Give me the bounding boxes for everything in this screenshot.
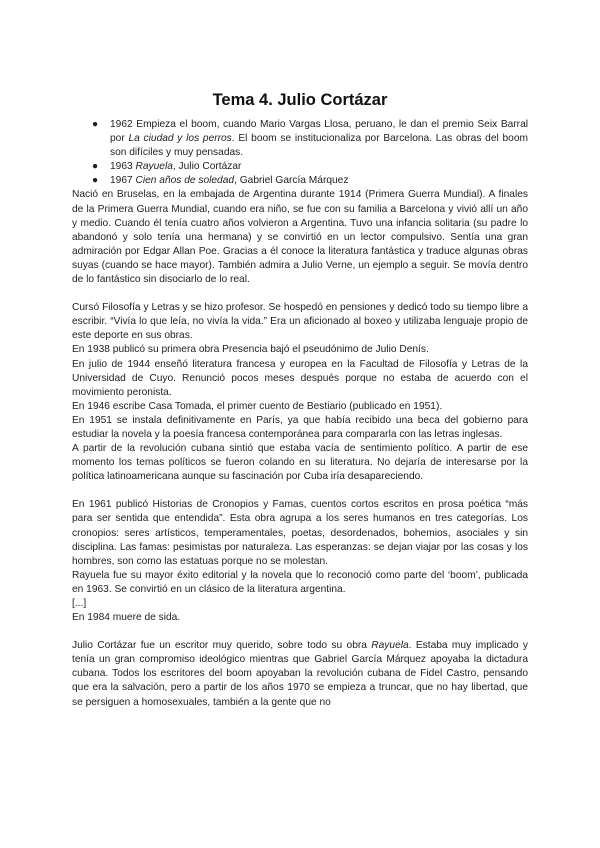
paragraph-biography: Nació en Bruselas, en la embajada de Argentina durante 1914 (Primera Guerra Mundial). A finales de la Primera Guerra Mundial, cuando era niño, se fue con su familia a Barcelona y vivió allí un año y medio. Cuando él tenía cuatro años volvieron a Argentina. Tuvo una infancia solitaria (su padre lo abandonó y solo tenía una hermana) y se convirtió en un lector compulsivo. Sentía una gran admiración por Edgar Allan Poe. Gracias a él conoce la literatura fantástica y traduce algunas obras suyas (cuando se hace mayor). También admira a Julio Verne, un ejemplo a seguir. Se movía dentro de lo fantástico sin disociarlo de lo real. xyxy=(72,189,528,286)
bullet-icon: ● xyxy=(92,119,99,130)
paragraph-1938: En 1938 publicó su primera obra Presencia bajó el pseudónimo de Julio Denís. xyxy=(72,344,429,356)
paragraph-cuban-revolution: A partir de la revolución cubana sintió que estaba vacía de sentimiento político. A partir de ese momento los temas políticos se fueron colando en su literatura. No dejaría de interesarse por la política latinoamericana aunque su fascinación por Cuba iría desapareciendo. xyxy=(72,443,528,483)
paragraph-rayuela: Rayuela fue su mayor éxito editorial y la novela que lo reconoció como parte del ‘boom’, publicada en 1963. Se convirtió en un clásico de la literatura argentina. xyxy=(72,569,528,595)
paragraph-1944: En julio de 1944 enseñó literatura francesa y europea en la Facultad de Filosofía y Letras de la Universidad de Cuyo. Renunció pocos meses después porque no estaba de acuerdo con el movimiento peronista. xyxy=(72,358,528,398)
paragraph-studies: Cursó Filosofía y Letras y se hizo profesor. Se hospedó en pensiones y dedicó todo su tiempo libre a escribir. “Vivía lo que leía, no vivía la vida.” Era un aficionado al boxeo y utilizaba lenguaje propio de este deporte en sus obras. xyxy=(72,302,528,342)
paragraph-ellipsis: [...] xyxy=(72,598,87,609)
page-title: Tema 4. Julio Cortázar xyxy=(212,91,388,109)
list-item: ● 1963 Rayuela, Julio Cortázar xyxy=(72,160,528,174)
paragraph-1951: En 1951 se instala definitivamente en París, ya que había recibido una beca del gobierno para estudiar la novela y la poesía francesa contemporánea para compararla con las letras inglesas. xyxy=(72,414,528,440)
paragraph-1946: En 1946 escribe Casa Tomada, el primer cuento de Bestiario (publicado en 1951). xyxy=(72,400,443,412)
document-body xyxy=(72,118,528,710)
paragraph-cronopios: En 1961 publicó Historias de Cronopios y Famas, cuentos cortos escritos en prosa poética “más para ser sentida que entendida”. Esta obra agrupa a los seres humanos en tres categorías. Los cronopios: seres artísticos, temperamentales, poetas, desordenados, bohemios, asociales y sin disciplina. Las famas: pesimistas por naturaleza. Las esperanzas: se dejan viajar por las cosas y los hombres, son como las estatuas porque no se molestan. xyxy=(72,499,528,567)
timeline-list xyxy=(72,118,528,188)
list-item: ● 1967 Cien años de soledad, Gabriel García Márquez xyxy=(72,174,528,188)
bullet-icon: ● xyxy=(92,161,99,173)
paragraph-ideology: Julio Cortázar fue un escritor muy querido, sobre todo su obra Rayuela. Estaba muy implicado y tenía un gran compromiso ideológico mientras que Gabriel García Márquez apoyaba la dictadura cubana. Todos los escritores del boom apoyaban la revolución cubana de Fidel Castro, pensando que era la salvación, pero a partir de los años 1970 se empieza a truncar, que no hay libertad, que se persiguen a homosexuales, también a la gente que no xyxy=(72,640,528,708)
paragraph-1984: En 1984 muere de sida. xyxy=(72,612,181,624)
bullet-icon: ● xyxy=(92,175,99,187)
list-item: ● 1962 Empieza el boom, cuando Mario Vargas Llosa, peruano, le dan el premio Seix Barral por La ciudad y los perros. El boom se institucionaliza por Barcelona. Las obras del boom son difíciles y muy pensadas. xyxy=(92,119,528,159)
